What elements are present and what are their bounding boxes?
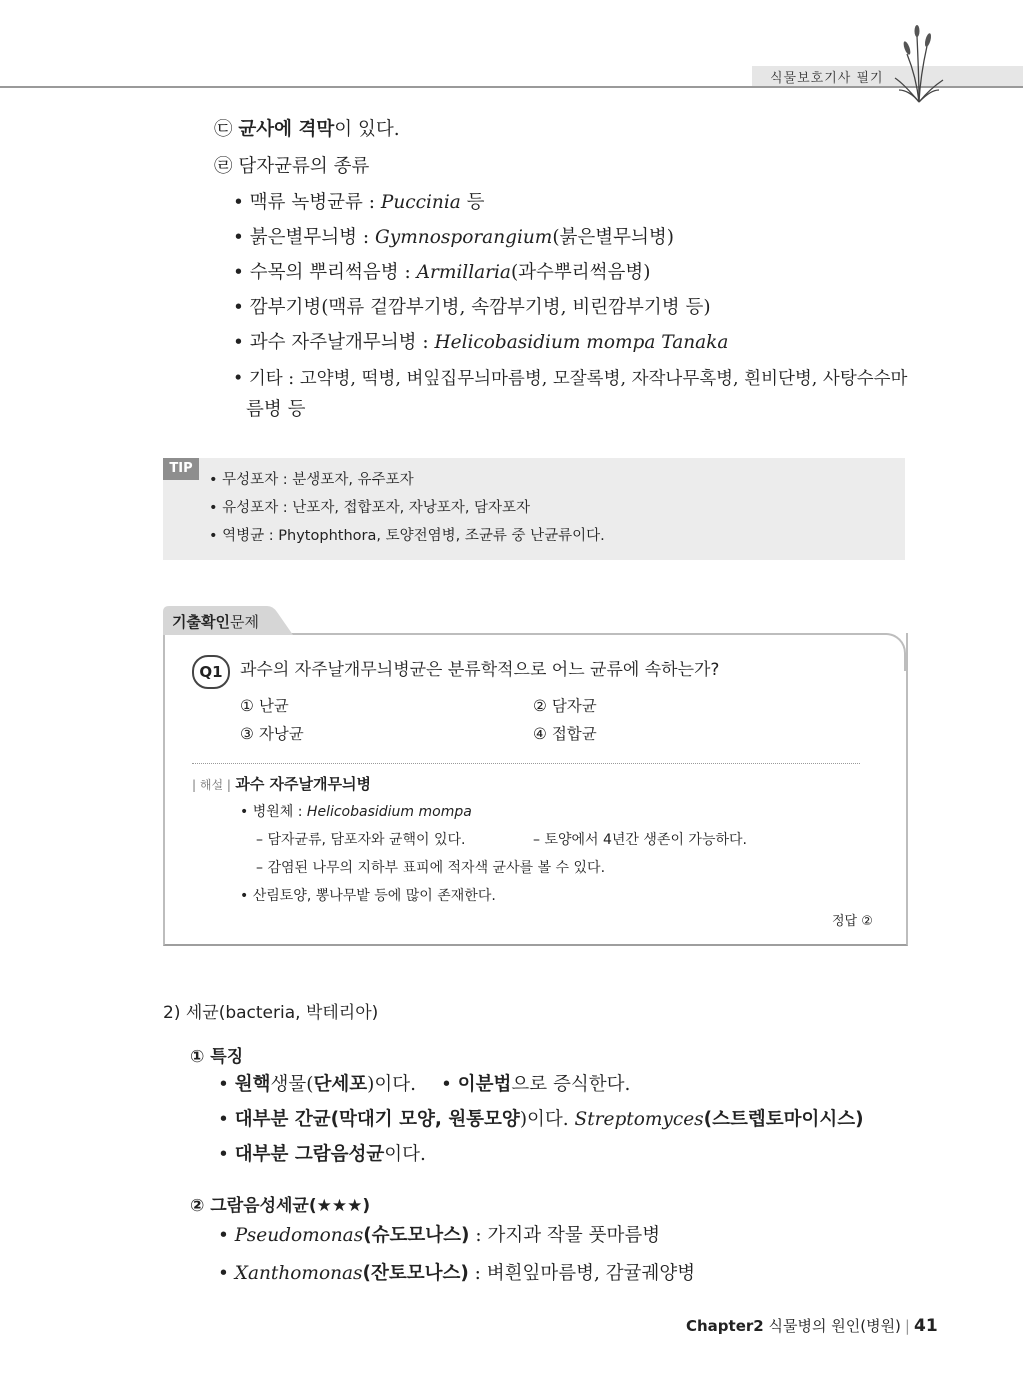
- page-number: 41: [913, 1316, 938, 1336]
- list-item: • 깜부기병(맥류 겉깜부기병, 속깜부기병, 비린깜부기병 등): [233, 297, 711, 318]
- list-item: • 수목의 뿌리썩음병 : Armillaria(과수뿌리썩음병): [233, 262, 651, 283]
- explanation-heading: | 해설 | 과수 자주날개무늬병: [192, 775, 371, 793]
- question-number-badge: Q1: [192, 655, 230, 689]
- explanation-line: – 토양에서 4년간 생존이 가능하다.: [533, 832, 747, 848]
- explanation-line: • 병원체 : Helicobasidium mompa: [240, 804, 472, 820]
- bacteria-item: • Xanthomonas(잔토모나스) : 벼흰잎마름병, 감귤궤양병: [218, 1263, 696, 1284]
- exam-frame-corner: [868, 633, 906, 671]
- exam-tab-label: 기출확인문제: [172, 613, 259, 631]
- feature-item: • 원핵생물(단세포)이다.: [218, 1074, 416, 1095]
- item-d: ㉣ 담자균류의 종류: [214, 156, 370, 177]
- explanation-line: – 감염된 나무의 지하부 표피에 적자색 균사를 볼 수 있다.: [256, 860, 606, 876]
- list-item: • 과수 자주날개무늬병 : Helicobasidium mompa Tanaka: [233, 332, 729, 353]
- dotted-divider: [192, 763, 860, 764]
- exam-top-rule: [285, 633, 885, 635]
- question-text: 과수의 자주날개무늬병균은 분류학적으로 어느 균류에 속하는가?: [240, 660, 720, 680]
- tip-line: • 역병균 : Phytophthora, 토양전염병, 조균류 중 난균류이다.: [209, 528, 605, 544]
- section-title: 2) 세균(bacteria, 박테리아): [163, 1003, 379, 1023]
- page-footer: Chapter2 식물병의 원인(병원) | 41: [686, 1316, 938, 1336]
- header-rule: [0, 86, 1023, 88]
- option[interactable]: ① 난균: [240, 697, 289, 715]
- subsection-title: ① 특징: [190, 1047, 244, 1067]
- chapter-label: Chapter2: [686, 1317, 764, 1335]
- list-item-continuation: 름병 등: [246, 399, 306, 420]
- header-title: 식물보호기사 필기: [770, 71, 884, 86]
- feature-item: • 대부분 그람음성균이다.: [218, 1144, 426, 1165]
- item-c: ㉢ 균사에 격막이 있다.: [214, 119, 400, 140]
- feature-item: • 이분법으로 증식한다.: [441, 1074, 631, 1095]
- tip-line: • 무성포자 : 분생포자, 유주포자: [209, 472, 414, 488]
- option[interactable]: ② 담자균: [533, 697, 597, 715]
- tip-badge: TIP: [163, 458, 199, 480]
- explanation-line: • 산림토양, 뽕나무밭 등에 많이 존재한다.: [240, 888, 496, 904]
- list-item: • 기타 : 고약병, 떡병, 벼잎집무늬마름병, 모잘록병, 자작나무혹병, 흰비단병, 사탕수수마: [233, 369, 908, 389]
- option[interactable]: ④ 접합균: [533, 725, 597, 743]
- option[interactable]: ③ 자낭균: [240, 725, 304, 743]
- subsection-title: ② 그람음성세균(★★★): [190, 1196, 371, 1216]
- explanation-line: – 담자균류, 담포자와 균핵이 있다.: [256, 832, 466, 848]
- chapter-title: 식물병의 원인(병원): [768, 1317, 901, 1335]
- tip-line: • 유성포자 : 난포자, 접합포자, 자낭포자, 담자포자: [209, 500, 531, 516]
- reed-plant-icon: [893, 24, 945, 104]
- bacteria-item: • Pseudomonas(슈도모나스) : 가지과 작물 풋마름병: [218, 1225, 661, 1246]
- list-item: • 맥류 녹병균류 : Puccinia 등: [233, 192, 485, 213]
- feature-item: • 대부분 간균(막대기 모양, 원통모양)이다. Streptomyces(스트렙토마이시스): [218, 1109, 864, 1130]
- answer: 정답 ②: [832, 914, 873, 929]
- list-item: • 붉은별무늬병 : Gymnosporangium(붉은별무늬병): [233, 227, 675, 248]
